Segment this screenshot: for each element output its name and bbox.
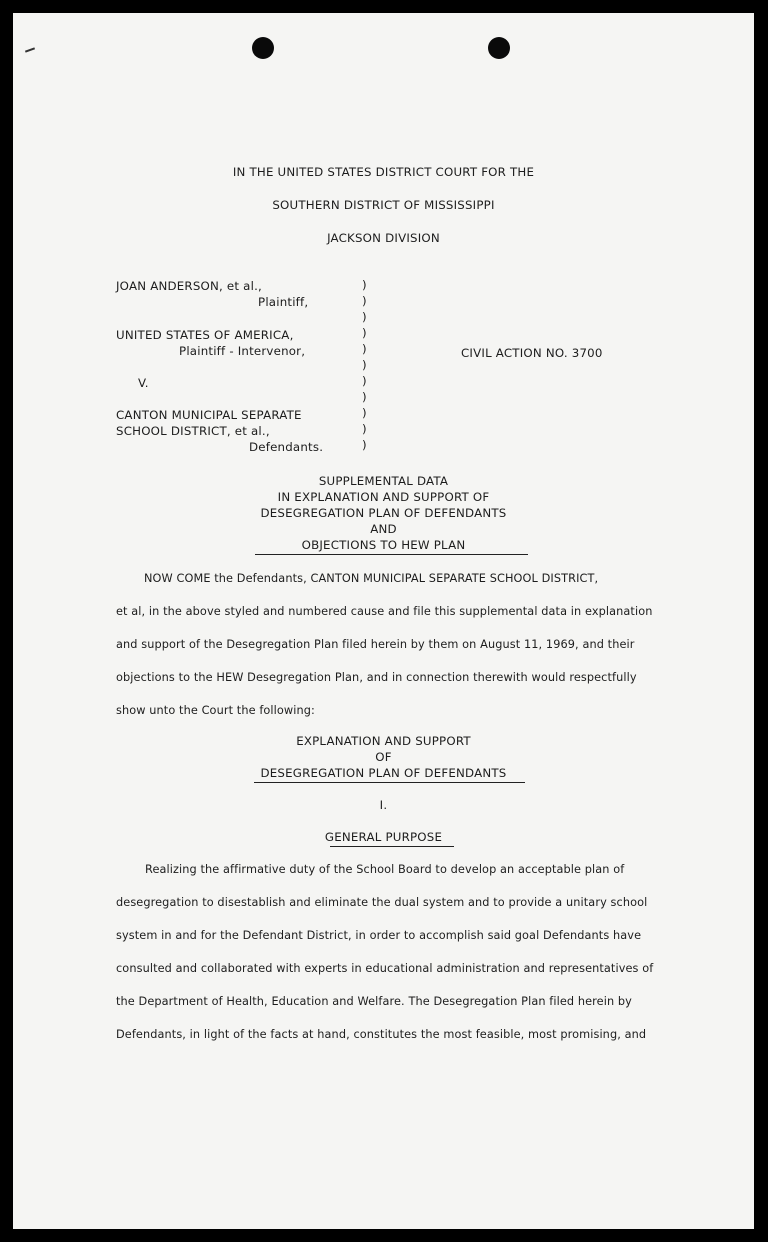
title-line-3: DESEGREGATION PLAN OF DEFENDANTS	[260, 506, 507, 520]
intro-line-3: and support of the Desegregation Plan filed herein by them on August 11, 1969, and their	[116, 638, 635, 651]
intervenor-name: UNITED STATES OF AMERICA,	[116, 328, 294, 342]
stray-mark	[25, 47, 35, 52]
caption-paren: )	[362, 422, 367, 436]
title-line-2: IN EXPLANATION AND SUPPORT OF	[277, 490, 490, 504]
title-line-4: AND	[370, 522, 397, 536]
document-page	[13, 13, 754, 1229]
caption-paren: )	[362, 406, 367, 420]
plaintiff-role: Plaintiff,	[258, 295, 309, 309]
caption-paren: )	[362, 326, 367, 340]
section-number: I.	[379, 798, 388, 812]
civil-action-number: CIVIL ACTION NO. 3700	[461, 346, 603, 360]
caption-paren: )	[362, 278, 367, 292]
section-heading-underline	[254, 782, 525, 783]
title-line-5: OBJECTIONS TO HEW PLAN	[301, 538, 466, 552]
purpose-line-3: system in and for the Defendant District, in order to accomplish said goal Defendants have	[116, 929, 642, 942]
subheading-underline	[330, 846, 454, 847]
purpose-line-6: Defendants, in light of the facts at hand, constitutes the most feasible, most promising, and	[116, 1028, 647, 1041]
purpose-line-4: consulted and collaborated with experts in educational administration and representatives of	[116, 962, 654, 975]
caption-paren: )	[362, 310, 367, 324]
caption-paren: )	[362, 358, 367, 372]
caption-paren: )	[362, 342, 367, 356]
caption-paren: )	[362, 390, 367, 404]
court-line-1: IN THE UNITED STATES DISTRICT COURT FOR THE	[232, 165, 535, 179]
plaintiff-name: JOAN ANDERSON, et al.,	[116, 279, 262, 293]
caption-paren: )	[362, 294, 367, 308]
intervenor-role: Plaintiff - Intervenor,	[179, 344, 306, 358]
court-line-2: SOUTHERN DISTRICT OF MISSISSIPPI	[272, 198, 495, 212]
intro-line-5: show unto the Court the following:	[116, 704, 315, 717]
caption-paren: )	[362, 438, 367, 452]
intro-line-1: NOW COME the Defendants, CANTON MUNICIPAL SEPARATE SCHOOL DISTRICT,	[144, 572, 599, 585]
punch-hole-right	[488, 37, 510, 59]
purpose-line-2: desegregation to disestablish and eliminate the dual system and to provide a unitary school	[116, 896, 648, 909]
versus: V.	[138, 376, 149, 390]
purpose-line-5: the Department of Health, Education and Welfare. The Desegregation Plan filed herein by	[116, 995, 632, 1008]
section-heading-3: DESEGREGATION PLAN OF DEFENDANTS	[260, 766, 507, 780]
title-line-1: SUPPLEMENTAL DATA	[318, 474, 449, 488]
caption-paren: )	[362, 374, 367, 388]
purpose-line-1: Realizing the affirmative duty of the School Board to develop an acceptable plan of	[145, 863, 625, 876]
court-line-3: JACKSON DIVISION	[327, 231, 440, 245]
defendant-role: Defendants.	[249, 440, 324, 454]
title-underline	[255, 554, 528, 555]
intro-line-2: et al, in the above styled and numbered cause and file this supplemental data in explanation	[116, 605, 653, 618]
section-heading-2: OF	[375, 750, 392, 764]
section-subheading: GENERAL PURPOSE	[324, 830, 443, 844]
defendant-name-2: SCHOOL DISTRICT, et al.,	[116, 424, 270, 438]
defendant-name-1: CANTON MUNICIPAL SEPARATE	[116, 408, 302, 422]
section-heading-1: EXPLANATION AND SUPPORT	[296, 734, 471, 748]
punch-hole-left	[252, 37, 274, 59]
intro-line-4: objections to the HEW Desegregation Plan, and in connection therewith would respectfully	[116, 671, 637, 684]
